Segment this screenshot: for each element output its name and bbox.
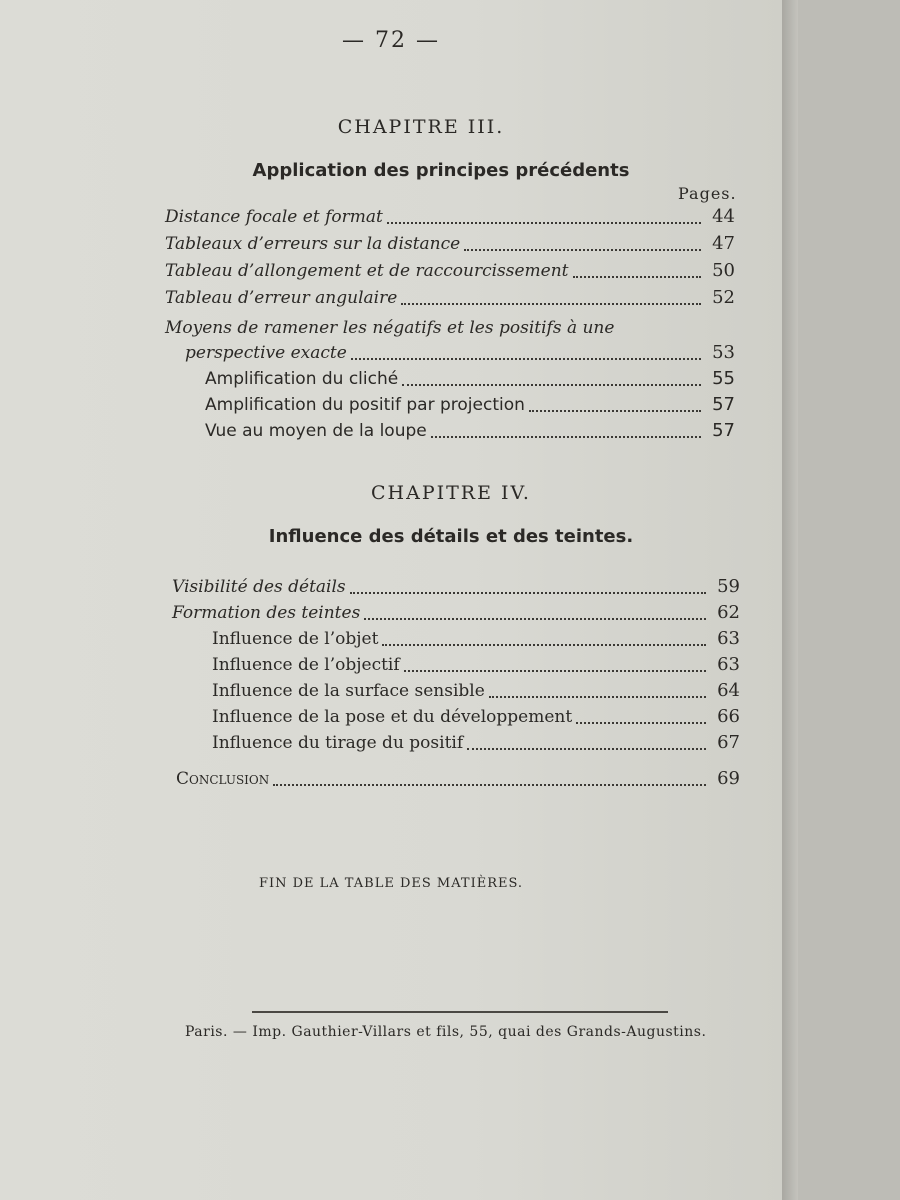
dot-leader [351,358,701,360]
toc-entry-page: 59 [717,576,740,597]
toc-entry-page: 44 [712,206,735,227]
toc-entry-page: 57 [712,420,735,441]
toc-entry-page: 47 [712,233,735,254]
dot-leader [431,436,701,438]
page-number: — 72 — [342,28,440,53]
toc-entry [172,576,740,600]
dot-leader [573,276,702,278]
printer-imprint: Paris. — Imp. Gauthier-Villars et fils, 55, quai des Grands-Augustins. [185,1024,707,1040]
toc-entry-label: Influence de la pose et du développement [212,707,573,727]
toc-entry-page: 64 [717,680,740,701]
toc-entry-page: 55 [712,368,735,389]
dot-leader [273,784,706,786]
chapter-3-title: Application des principes précédents [252,160,630,181]
toc-entry-page: 53 [712,342,735,363]
toc-entry-label: Tableau d’allongement et de raccourcissement [165,261,569,281]
chapter-4-heading: CHAPITRE IV. [371,482,531,504]
toc-conclusion [176,768,740,792]
toc-subentry [205,394,735,418]
toc-entry-label: Tableaux d’erreurs sur la distance [165,234,461,254]
toc-entry-label: Vue au moyen de la loupe [205,421,427,441]
dot-leader [401,303,701,305]
toc-subentry [212,732,740,756]
pages-column-label: Pages. [678,184,737,203]
toc-entry-page: 67 [717,732,740,753]
toc-entry [185,342,735,366]
toc-subentry [212,654,740,678]
dot-leader [576,722,706,724]
divider-rule [252,1011,668,1013]
toc-entry-page: 62 [717,602,740,623]
toc-entry-label: Amplification du cliché [205,369,399,389]
dot-leader [382,644,706,646]
toc-entry-label: Formation des teintes [172,603,361,623]
toc-entry [165,233,735,257]
toc-entry-page: 63 [717,628,740,649]
toc-entry-page: 69 [717,768,740,789]
toc-subentry [212,628,740,652]
dot-leader [489,696,706,698]
toc-subentry [205,420,735,444]
dot-leader [404,670,706,672]
page-edge [782,0,798,1200]
dot-leader [364,618,706,620]
toc-subentry [205,368,735,392]
toc-entry-page: 52 [712,287,735,308]
toc-entry-page: 50 [712,260,735,281]
toc-entry [165,206,735,230]
toc-entry-label: Distance focale et format [165,207,383,227]
toc-entry-page: 66 [717,706,740,727]
toc-entry-label: Amplification du positif par projection [205,395,525,415]
toc-entry-page: 57 [712,394,735,415]
toc-entry-label-continued: perspective exacte [185,343,347,363]
dot-leader [350,592,706,594]
toc-subentry [212,680,740,704]
toc-entry-label: Influence du tirage du positif [212,733,464,753]
background-surface [798,0,900,1200]
toc-entry-label: Influence de l’objet [212,629,379,649]
chapter-4-title: Influence des détails et des teintes. [268,526,634,547]
chapter-3-heading: CHAPITRE III. [337,116,505,138]
toc-entry [172,602,740,626]
toc-entry-label: Moyens de ramener les négatifs et les positifs à une [165,318,615,338]
toc-entry [165,260,735,284]
dot-leader [387,222,701,224]
toc-entry-label: Tableau d’erreur angulaire [165,288,398,308]
dot-leader [467,748,706,750]
dot-leader [402,384,701,386]
toc-entry [165,287,735,311]
dot-leader [464,249,701,251]
toc-subentry [212,706,740,730]
toc-entry-label: Conclusion [176,769,270,789]
dot-leader [529,410,701,412]
toc-entry-label: Influence de la surface sensible [212,681,485,701]
end-of-contents-note: FIN DE LA TABLE DES MATIÈRES. [258,876,524,891]
toc-entry-label: Influence de l’objectif [212,655,400,675]
toc-entry-label: Visibilité des détails [172,577,346,597]
toc-entry-page: 63 [717,654,740,675]
